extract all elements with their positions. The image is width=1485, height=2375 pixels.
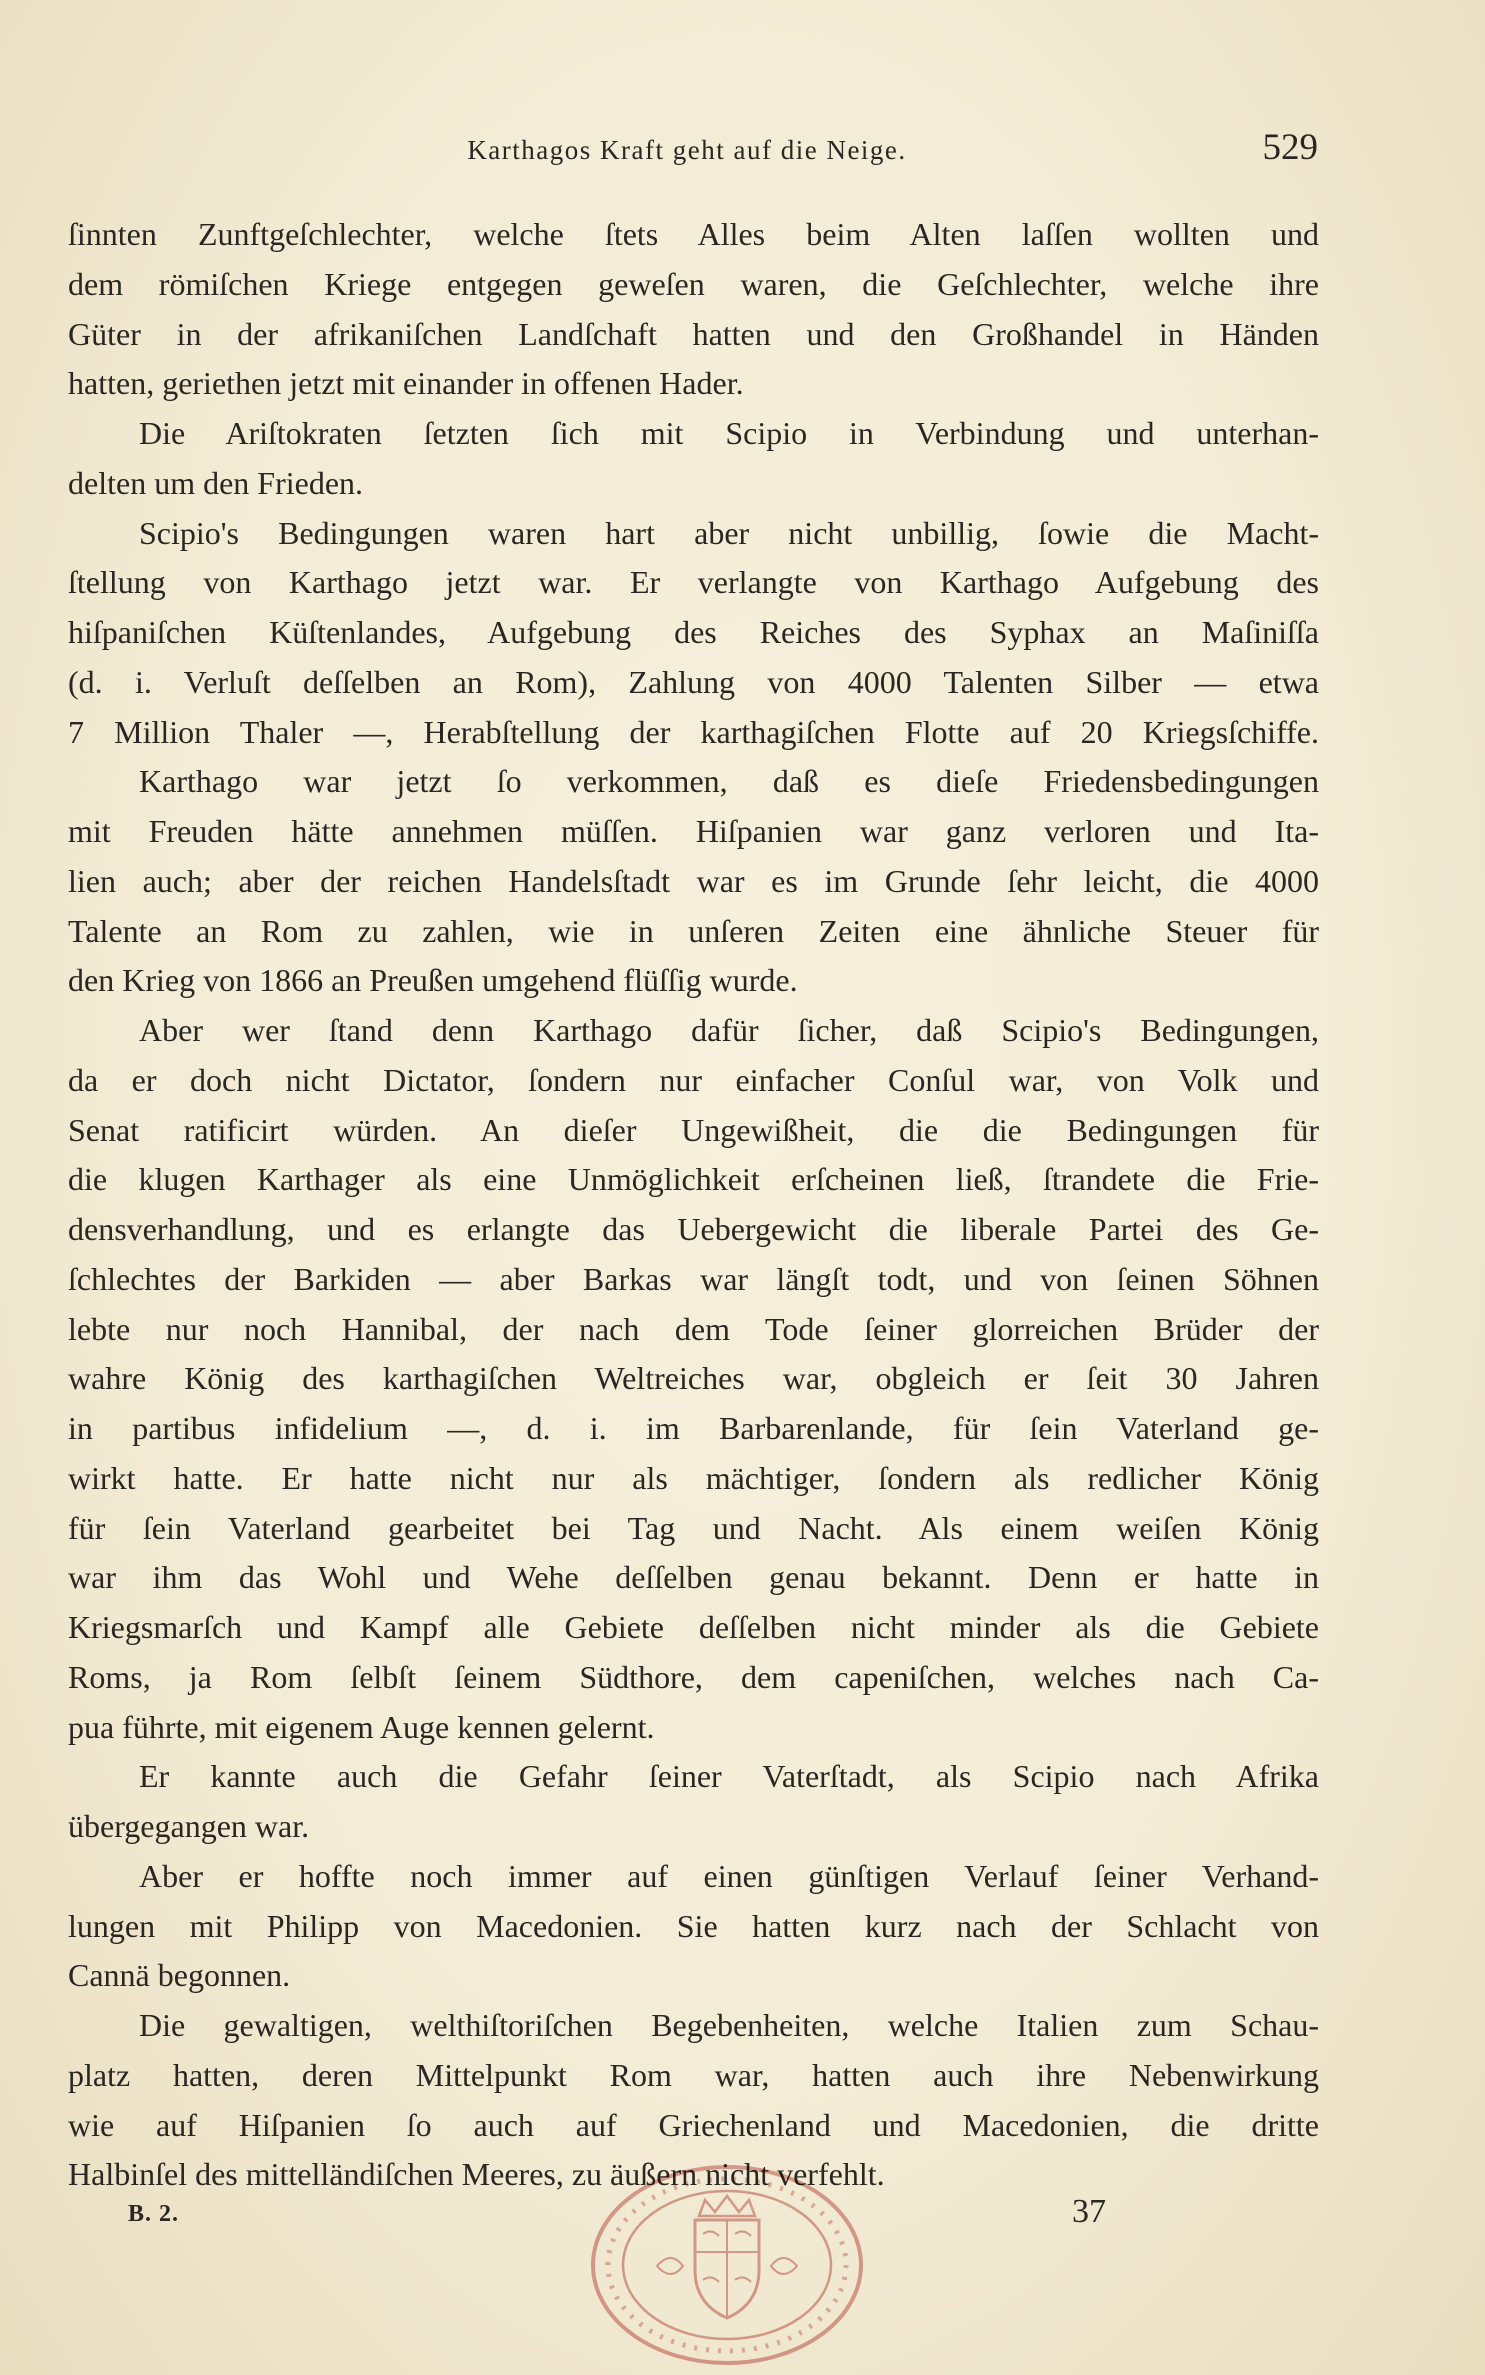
paragraph [68,1752,1319,1852]
text-line: ſtellung von Karthago jetzt war. Er verlangte von Karthago Aufgebung des [68,564,1319,601]
paragraph [68,409,1319,509]
text-line: in partibus infidelium —, d. i. im Barbarenlande, für ſein Vaterland ge- [68,1410,1319,1446]
crest-shield-icon [695,2220,759,2318]
text-line: Die Ariſtokraten ſetzten ſich mit Scipio in Verbindung und unterhan- [139,415,1319,451]
text-line: densverhandlung, und es erlangte das Uebergewicht die liberale Partei des Ge- [68,1211,1319,1247]
paragraph [68,757,1319,1006]
text-line: Güter in der afrikaniſchen Landſchaft hatten und den Großhandel in Händen [68,315,1319,352]
text-line: hatten, geriethen jetzt mit einander in offenen Hader. [68,365,744,402]
text-line: ſinnten Zunftgeſchlechter, welche ſtets Alles beim Alten laſſen wollten und [68,216,1319,252]
text-line: Senat ratificirt würden. An dieſer Ungewißheit, die die Bedingungen für [68,1111,1319,1148]
text-line: platz hatten, deren Mittelpunkt Rom war, hatten auch ihre Nebenwirkung [68,2056,1319,2093]
text-line: mit Freuden hätte annehmen müſſen. Hiſpanien war ganz verloren und Ita- [68,813,1319,849]
paragraph [68,210,1319,409]
text-line: Aber er hoffte noch immer auf einen günſtigen Verlauf ſeiner Verhand- [139,1857,1319,1894]
page-number: 529 [1262,127,1318,168]
text-line: Die gewaltigen, welthiſtoriſchen Begebenheiten, welche Italien zum Schau- [139,2007,1319,2043]
text-line: dem römiſchen Kriege entgegen geweſen waren, die Geſchlechter, welche ihre [68,265,1319,302]
text-line: hiſpaniſchen Küſtenlandes, Aufgebung des Reiches des Syphax an Maſiniſſa [68,614,1319,650]
text-line: war ihm das Wohl und Wehe deſſelben genau bekannt. Denn er hatte in [68,1559,1319,1596]
paragraph [68,1006,1319,1752]
paragraph [68,2001,1319,2200]
text-line: Kriegsmarſch und Kampf alle Gebiete deſſelben nicht minder als die Gebiete [68,1609,1319,1645]
text-block [68,210,1319,2200]
text-line: Er kannte auch die Gefahr ſeiner Vaterſtadt, als Scipio nach Afrika [139,1758,1319,1795]
text-line: lien auch; aber der reichen Handelsſtadt war es im Grunde ſehr leicht, die 4000 [68,862,1319,899]
text-line: (d. i. Verluſt deſſelben an Rom), Zahlung von 4000 Talenten Silber — etwa [68,663,1319,700]
text-line: wie auf Hiſpanien ſo auch auf Griechenland und Macedonien, die dritte [68,2106,1319,2143]
text-line: Scipio's Bedingungen waren hart aber nicht unbillig, ſowie die Macht- [139,514,1319,551]
paragraph [68,509,1319,758]
text-line: lungen mit Philipp von Macedonien. Sie hatten kurz nach der Schlacht von [68,1907,1319,1944]
text-line: den Krieg von 1866 an Preußen umgehend flüſſig wurde. [68,962,798,999]
text-line: delten um den Frieden. [68,464,364,501]
stamp-dotted-ring [608,2179,846,2351]
text-line: wirkt hatte. Er hatte nicht nur als mächtiger, ſondern als redlicher König [68,1459,1319,1496]
text-line: Aber wer ſtand denn Karthago dafür ſicher, daß Scipio's Bedingungen, [139,1012,1319,1048]
text-line: lebte nur noch Hannibal, der nach dem Tode ſeiner glorreichen Brüder der [68,1310,1319,1347]
text-line: da er doch nicht Dictator, ſondern nur einfacher Conſul war, von Volk und [68,1061,1319,1098]
text-line: ſchlechtes der Barkiden — aber Barkas war längſt todt, und von ſeinen Söhnen [68,1260,1319,1297]
text-line: wahre König des karthagiſchen Weltreiches war, obgleich er ſeit 30 Jahren [68,1360,1319,1397]
text-line: Karthago war jetzt ſo verkommen, daß es dieſe Friedensbedingungen [139,763,1319,800]
text-line: für ſein Vaterland gearbeitet bei Tag und Nacht. Als einem weiſen König [68,1509,1319,1546]
text-line: Cannä begonnen. [68,1957,291,1994]
paragraph [68,1852,1319,2001]
text-line: übergegangen war. [68,1808,310,1844]
stamp-inner-ring [623,2191,831,2339]
text-line: pua führte, mit eigenem Auge kennen gelernt. [68,1708,655,1745]
text-line: Roms, ja Rom ſelbſt ſeinem Südthore, dem capeniſchen, welches nach Ca- [68,1658,1319,1695]
sheet-number: 37 [1072,2193,1106,2230]
text-line: Halbinſel des mittelländiſchen Meeres, zu äußern nicht verfehlt. [68,2156,885,2193]
text-line: 7 Million Thaler —, Herabſtellung der karthagiſchen Flotte auf 20 Kriegsſchiffe. [68,713,1319,750]
text-line: Talente an Rom zu zahlen, wie in unſeren Zeiten eine ähnliche Steuer für [68,912,1319,949]
text-line: die klugen Karthager als eine Unmöglichkeit erſcheinen ließ, ſtrandete die Frie- [68,1161,1319,1198]
signature-mark: B. 2. [128,2201,180,2227]
running-title: Karthagos Kraft geht auf die Neige. [467,135,907,165]
